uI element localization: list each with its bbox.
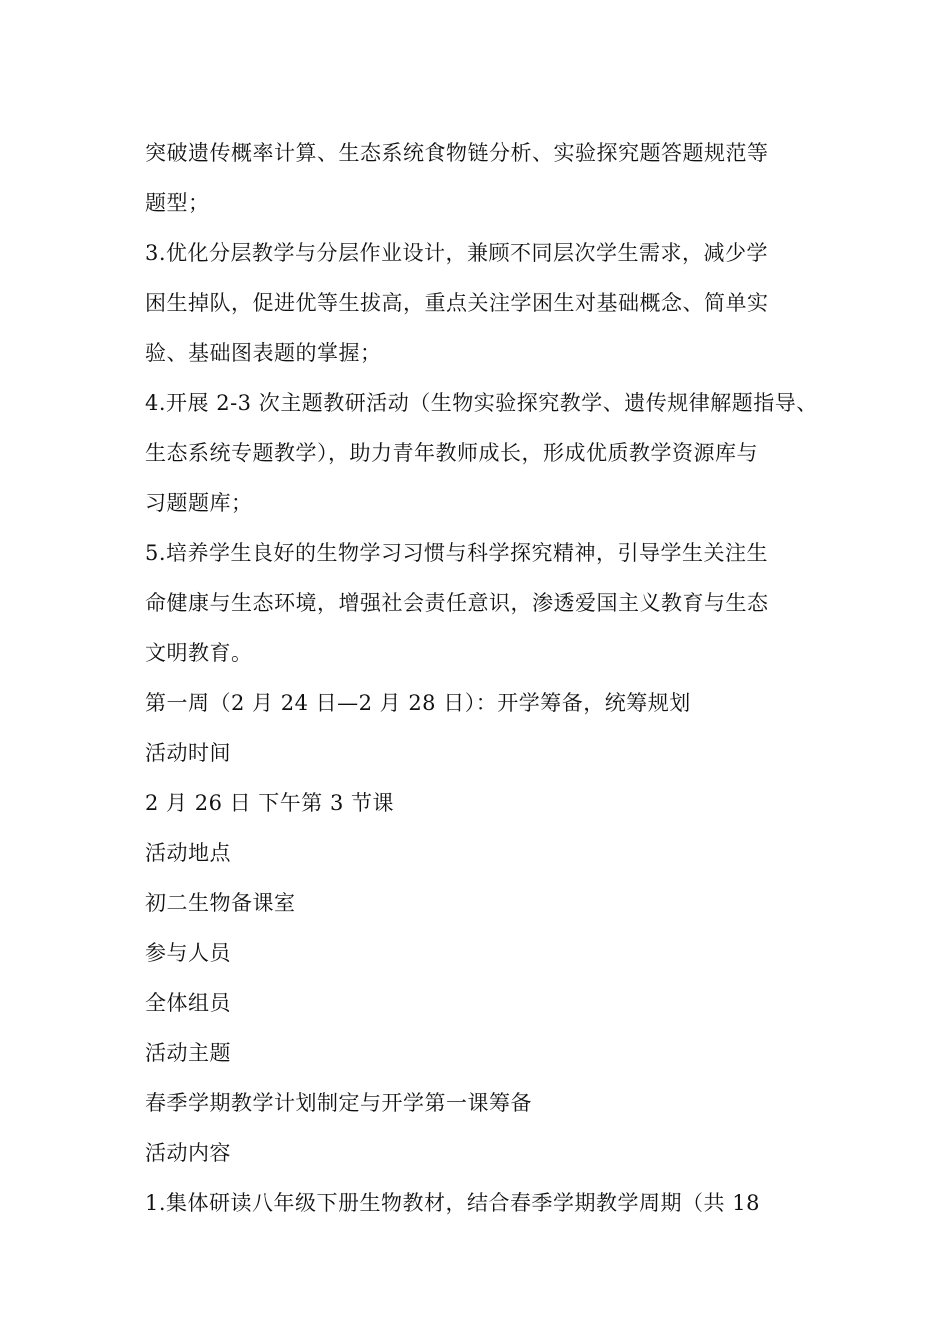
paragraph-line: 3.优化分层教学与分层作业设计，兼顾不同层次学生需求，减少学 <box>145 241 769 265</box>
field-value-location: 初二生物备课室 <box>145 891 296 915</box>
field-value-theme: 春季学期教学计划制定与开学第一课筹备 <box>145 1091 532 1115</box>
paragraph-line: 4.开展 2-3 次主题教研活动（生物实验探究教学、遗传规律解题指导、 <box>145 391 818 415</box>
paragraph-line: 生态系统专题教学），助力青年教师成长，形成优质教学资源库与 <box>145 441 758 465</box>
field-label-content: 活动内容 <box>145 1141 231 1165</box>
field-label-time: 活动时间 <box>145 741 231 765</box>
paragraph-line: 验、基础图表题的掌握； <box>145 341 382 365</box>
paragraph-line: 5.培养学生良好的生物学习习惯与科学探究精神，引导学生关注生 <box>145 541 769 565</box>
document-body <box>145 128 835 1228</box>
paragraph-line: 1.集体研读八年级下册生物教材，结合春季学期教学周期（共 18 <box>145 1191 760 1215</box>
field-value-time: 2 月 26 日 下午第 3 节课 <box>145 791 394 815</box>
field-value-participants: 全体组员 <box>145 991 231 1015</box>
paragraph-line: 命健康与生态环境，增强社会责任意识，渗透爱国主义教育与生态 <box>145 591 769 615</box>
paragraph-line: 习题题库； <box>145 491 253 515</box>
field-label-location: 活动地点 <box>145 841 231 865</box>
paragraph-line: 题型； <box>145 191 210 215</box>
section-heading: 第一周（2 月 24 日—2 月 28 日）：开学筹备，统筹规划 <box>145 691 691 715</box>
paragraph-line: 困生掉队，促进优等生拔高，重点关注学困生对基础概念、简单实 <box>145 291 769 315</box>
field-label-participants: 参与人员 <box>145 941 231 965</box>
paragraph-line: 突破遗传概率计算、生态系统食物链分析、实验探究题答题规范等 <box>145 141 769 165</box>
field-label-theme: 活动主题 <box>145 1041 231 1065</box>
paragraph-line: 文明教育。 <box>145 641 253 665</box>
